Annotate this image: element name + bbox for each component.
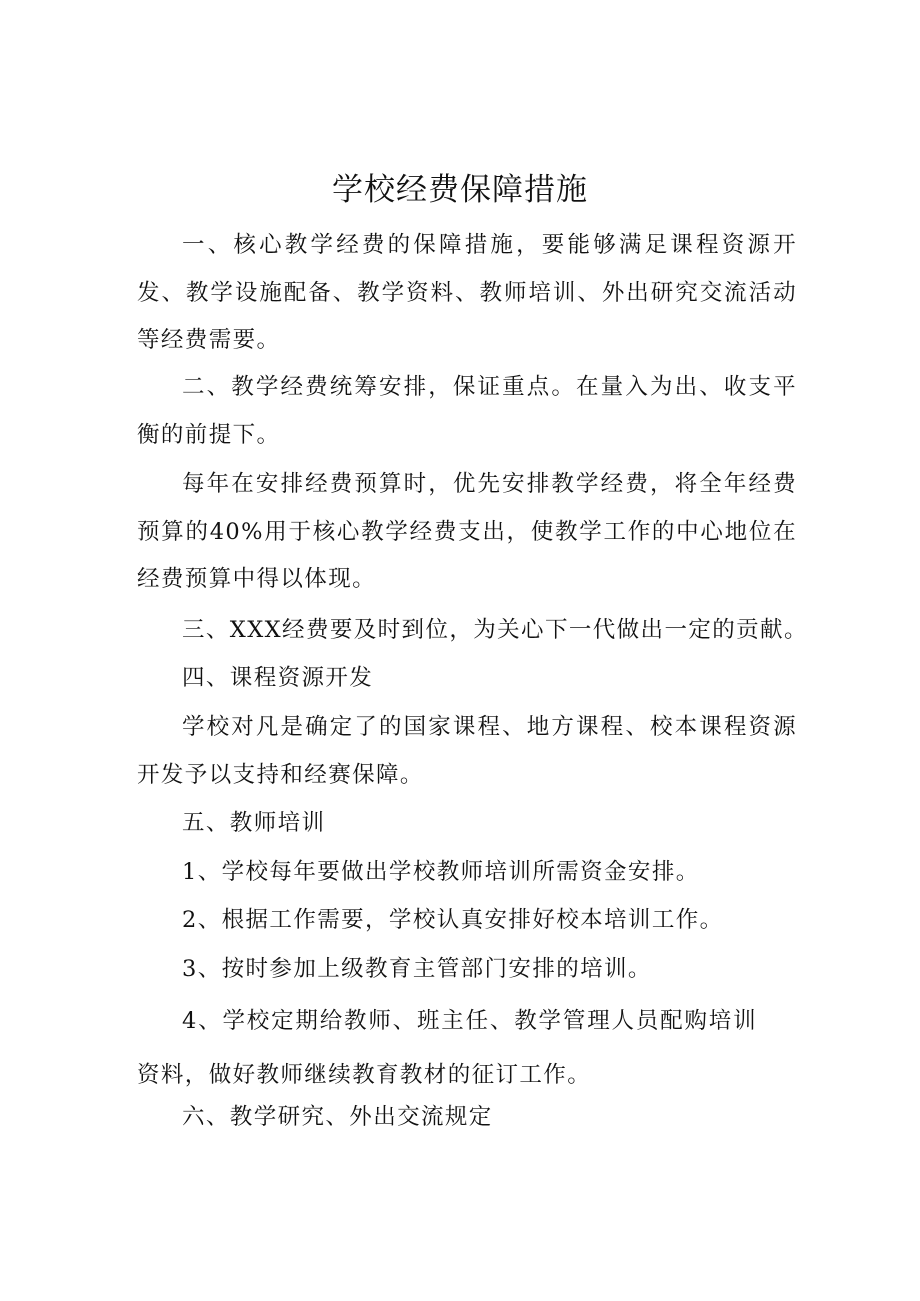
list-item-training-4: 4、学校定期给教师、班主任、教学管理人员配购培训资料，做好教师继续教育教材的征订工作。 bbox=[137, 1008, 757, 1088]
list-item-training-3: 3、按时参加上级教育主管部门安排的培训。 bbox=[182, 956, 652, 982]
heading-teacher-training: 五、教师培训 bbox=[182, 810, 326, 836]
paragraph-overall-arrangement: 二、教学经费统筹安排，保证重点。在量入为出、收支平衡的前提下。 bbox=[137, 374, 797, 448]
paragraph-curriculum-support: 学校对凡是确定了的国家课程、地方课程、校本课程资源开发予以支持和经赛保障。 bbox=[137, 714, 797, 788]
list-item-training-2: 2、根据工作需要，学校认真安排好校本培训工作。 bbox=[182, 907, 724, 933]
heading-curriculum-resources: 四、课程资源开发 bbox=[182, 665, 374, 691]
paragraph-core-funding: 一、核心教学经费的保障措施，要能够满足课程资源开发、教学设施配备、教学资料、教师培训、外出研究交流活动等经费需要。 bbox=[137, 232, 797, 353]
paragraph-timely-funding: 三、XXX经费要及时到位，为关心下一代做出一定的贡献。 bbox=[182, 617, 808, 643]
paragraph-budget-priority: 每年在安排经费预算时，优先安排教学经费，将全年经费预算的40%用于核心教学经费支出，使教学工作的中心地位在经费预算中得以体现。 bbox=[137, 471, 797, 592]
list-item-training-1: 1、学校每年要做出学校教师培训所需资金安排。 bbox=[182, 859, 700, 885]
document-title: 学校经费保障措施 bbox=[332, 172, 588, 208]
heading-research-exchange: 六、教学研究、外出交流规定 bbox=[182, 1104, 493, 1130]
